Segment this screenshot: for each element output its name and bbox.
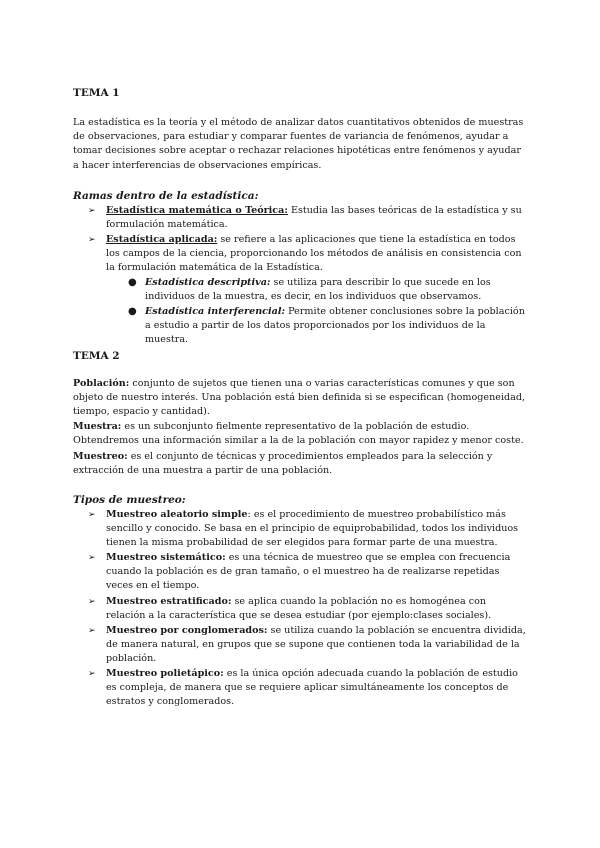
term: Muestreo estratificado: <box>106 596 232 607</box>
definition: : es el procedimiento de muestreo probabilístico más sencillo y conocido. Se basa en el principio de equiprobabilidad, todos los individuos tienen la misma probabilidad de ser elegidos para formar parte de una muestra. <box>106 509 519 549</box>
list-item <box>88 667 528 710</box>
term: Muestreo polietápico: <box>106 668 224 679</box>
list-item <box>88 508 528 551</box>
term: Población: <box>73 378 130 389</box>
tema1-intro: La estadística es la teoría y el método de analizar datos cuantitativos obtenidos de muestras de observaciones, para estudiar y comparar fuentes de variancia de fenómenos, ayudar a tomar decisiones sobre aceptar o rechazar relaciones hipotéticas entre fenómenos y ayudar a hacer interferencias de observaciones empíricas. <box>73 117 524 171</box>
sub-list-item <box>128 305 528 348</box>
term: Estadística interferencial: <box>145 306 286 317</box>
definition: se utiliza cuando la población se encuentra dividida, de manera natural, en grupos que se supone que contienen toda la variabilidad de la población. <box>106 625 526 665</box>
arrow-bullet-icon: ➢ <box>88 553 96 563</box>
definition: es una técnica de muestreo que se emplea con frecuencia cuando la población es de gran tamaño, o el muestreo ha de realizarse repetidas veces en el tiempo. <box>106 552 511 592</box>
ramas-heading: Ramas dentro de la estadística: <box>73 190 259 202</box>
term: Muestreo sistemático: <box>106 552 226 563</box>
tema1-title: TEMA 1 <box>73 87 120 99</box>
arrow-bullet-icon: ➢ <box>88 206 96 216</box>
definition: es un subconjunto fielmente representativo de la población de estudio. Obtendremos una información similar a la de la población con mayor rapidez y menor coste. <box>73 421 524 447</box>
dot-bullet-icon: ● <box>128 306 137 317</box>
definition-paragraph <box>73 420 528 448</box>
definition: conjunto de sujetos que tienen una o varias características comunes y que son objeto de nuestro interés. Una población está bien definida si se especifican (homogeneidad, tiempo, espacio y cantidad). <box>73 378 526 418</box>
list-item <box>88 204 528 232</box>
term: Estadística descriptiva: <box>145 277 271 288</box>
list-item <box>88 551 528 594</box>
definition: se aplica cuando la población no es homogénea con relación a la característica que se desea estudiar (por ejemplo:clases sociales). <box>106 596 492 622</box>
list-item <box>88 233 528 276</box>
definition: Permite obtener conclusiones sobre la población a estudio a partir de los datos proporcionados por los individuos de la muestra. <box>145 306 525 346</box>
definition: Estudia las bases teóricas de la estadística y su formulación matemática. <box>106 205 522 231</box>
sub-list-item <box>128 276 528 304</box>
arrow-bullet-icon: ➢ <box>88 510 96 520</box>
term: Muestreo: <box>73 451 128 462</box>
arrow-bullet-icon: ➢ <box>88 597 96 607</box>
definition: es el conjunto de técnicas y procedimientos empleados para la selección y extracción de una muestra a partir de una población. <box>73 451 493 477</box>
list-item <box>88 595 528 623</box>
definition: es la única opción adecuada cuando la población de estudio es compleja, de manera que se requiere aplicar simultáneamente los conceptos de estratos y conglomerados. <box>106 668 518 708</box>
term: Muestra: <box>73 421 122 432</box>
tema2-title: TEMA 2 <box>73 350 120 362</box>
tipos-heading: Tipos de muestreo: <box>73 494 186 506</box>
definition: se utiliza para describir lo que sucede en los individuos de la muestra, es decir, en los individuos que observamos. <box>145 277 491 303</box>
term: Muestreo por conglomerados: <box>106 625 268 636</box>
list-item <box>88 624 528 667</box>
arrow-bullet-icon: ➢ <box>88 235 96 245</box>
dot-bullet-icon: ● <box>128 277 137 288</box>
definition: se refiere a las aplicaciones que tiene la estadística en todos los campos de la ciencia, proporcionando los métodos de análisis en consistencia con la formulación matemática de la Estadística. <box>106 234 522 274</box>
definition-paragraph <box>73 377 528 420</box>
arrow-bullet-icon: ➢ <box>88 669 96 679</box>
term: Estadística matemática o Teórica: <box>106 205 288 216</box>
term: Estadística aplicada: <box>106 234 218 245</box>
arrow-bullet-icon: ➢ <box>88 626 96 636</box>
definition-paragraph <box>73 450 528 478</box>
term: Muestreo aleatorio simple <box>106 509 248 520</box>
